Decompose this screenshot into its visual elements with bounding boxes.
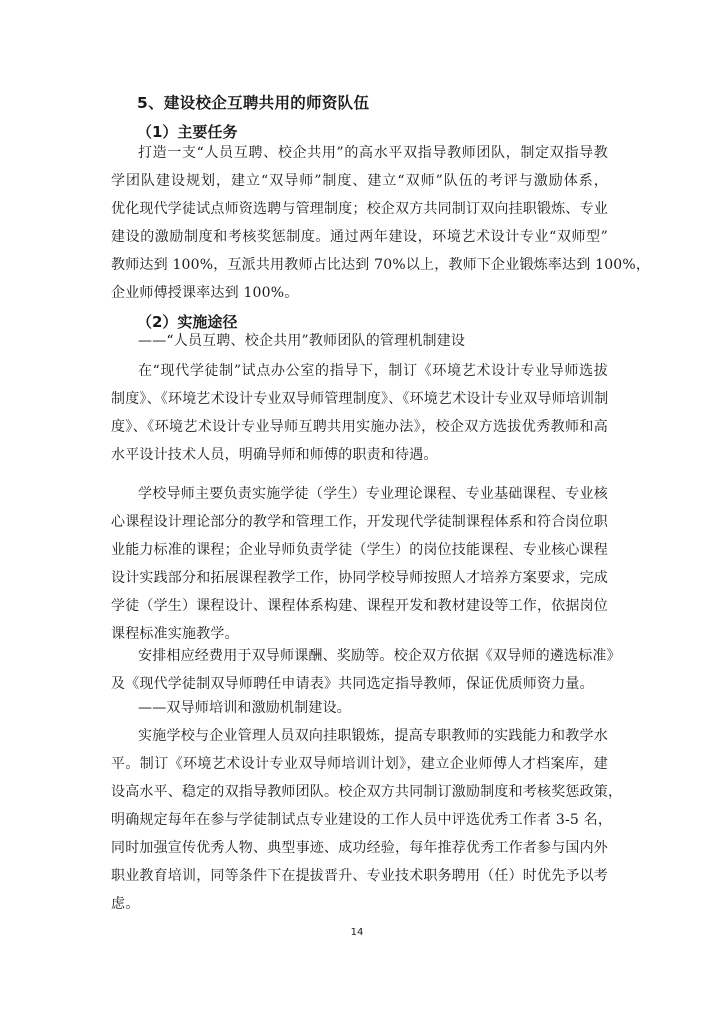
text-line: 安排相应经费用于双导师课酬、奖励等。校企双方依据《双导师的遴选标准》 <box>138 648 621 664</box>
paragraph-teacher-duties <box>111 480 608 648</box>
text-line: 企业师傅授课率达到 100%。 <box>111 285 299 301</box>
text-line: 学徒（学生）课程设计、课程体系构建、课程开发和教材建设等工作，依据岗位 <box>111 598 608 614</box>
text-line: 及《现代学徒制双导师聘任申请表》共同选定指导教师，保证优质师资力量。 <box>111 676 594 692</box>
text-line: 实施学校与企业管理人员双向挂职锻炼，提高专职教师的实践能力和教学水 <box>138 728 608 744</box>
text-line: 制度》、《环境艺术设计专业双导师管理制度》、《环境艺术设计专业双导师培训制 <box>111 391 609 407</box>
text-line: 学团队建设规划，建立“双导师”制度、建立“双师”队伍的考评与激励体系， <box>111 173 608 189</box>
paragraph-main-tasks <box>111 139 651 307</box>
text-line: 业能力标准的课程；企业导师负责学徒（学生）的岗位技能课程、专业核心课程 <box>111 542 608 558</box>
text-line: 课程标准实施教学。 <box>111 626 239 642</box>
paragraph-guidance <box>111 357 608 469</box>
text-line: 学校导师主要负责实施学徒（学生）专业理论课程、专业基础课程、专业核 <box>138 486 608 502</box>
text-line: 同时加强宣传优秀人物、典型事迹、成功经验，每年推荐优秀工作者参与国内外 <box>111 840 608 856</box>
text-line: 心课程设计理论部分的教学和管理工作，开发现代学徒制课程体系和符合岗位职 <box>111 514 608 530</box>
subsection-title-main-tasks: （1）主要任务 <box>137 123 238 141</box>
text-line: 设高水平、稳定的双指导教师团队。校企双方共同制订激励制度和考核奖惩政策， <box>111 784 623 800</box>
text-line: 水平设计技术人员，明确导师和师傅的职责和待遇。 <box>111 447 438 463</box>
page-number: 14 <box>350 927 364 938</box>
paragraph-training <box>111 722 623 918</box>
text-line: 教师达到 100%，互派共用教师占比达到 70%以上，教师下企业锻炼率达到 100%， <box>111 257 651 273</box>
text-line: 明确规定每年在参与学徒制试点专业建设的工作人员中评选优秀工作者 3-5 名， <box>111 812 613 828</box>
subsection-title-implementation: （2）实施途径 <box>137 313 238 331</box>
text-line: ——双导师培训和激励机制建设。 <box>138 700 351 716</box>
paragraph-funding <box>111 642 621 698</box>
text-line: 建设的激励制度和考核奖惩制度。通过两年建设，环境艺术设计专业“双师型” <box>111 229 608 245</box>
text-line: 在“现代学徒制”试点办公室的指导下，制订《环境艺术设计专业导师选拔 <box>138 363 608 379</box>
text-line: 职业教育培训，同等条件下在提拔晋升、专业技术职务聘用（任）时优先予以考 <box>111 868 608 884</box>
text-line: 优化现代学徒试点师资选聘与管理制度；校企双方共同制订双向挂职锻炼、专业 <box>111 201 608 217</box>
text-line: 设计实践部分和拓展课程教学工作，协同学校导师按照人才培养方案要求，完成 <box>111 570 608 586</box>
text-line: 打造一支“人员互聘、校企共用”的高水平双指导教师团队，制定双指导教 <box>138 145 608 161</box>
dash-heading-training <box>111 694 608 722</box>
text-line: ——“人员互聘、校企共用”教师团队的管理机制建设 <box>138 333 466 349</box>
text-line: 平。制订《环境艺术设计专业双导师培训计划》，建立企业师傅人才档案库，建 <box>111 756 608 772</box>
dash-heading-management <box>111 327 608 355</box>
section-title: 5、建设校企互聘共用的师资队伍 <box>137 94 370 112</box>
text-line: 虑。 <box>111 896 140 912</box>
text-line: 度》、《环境艺术设计专业导师互聘共用实施办法》，校企双方选拔优秀教师和高 <box>111 419 608 435</box>
